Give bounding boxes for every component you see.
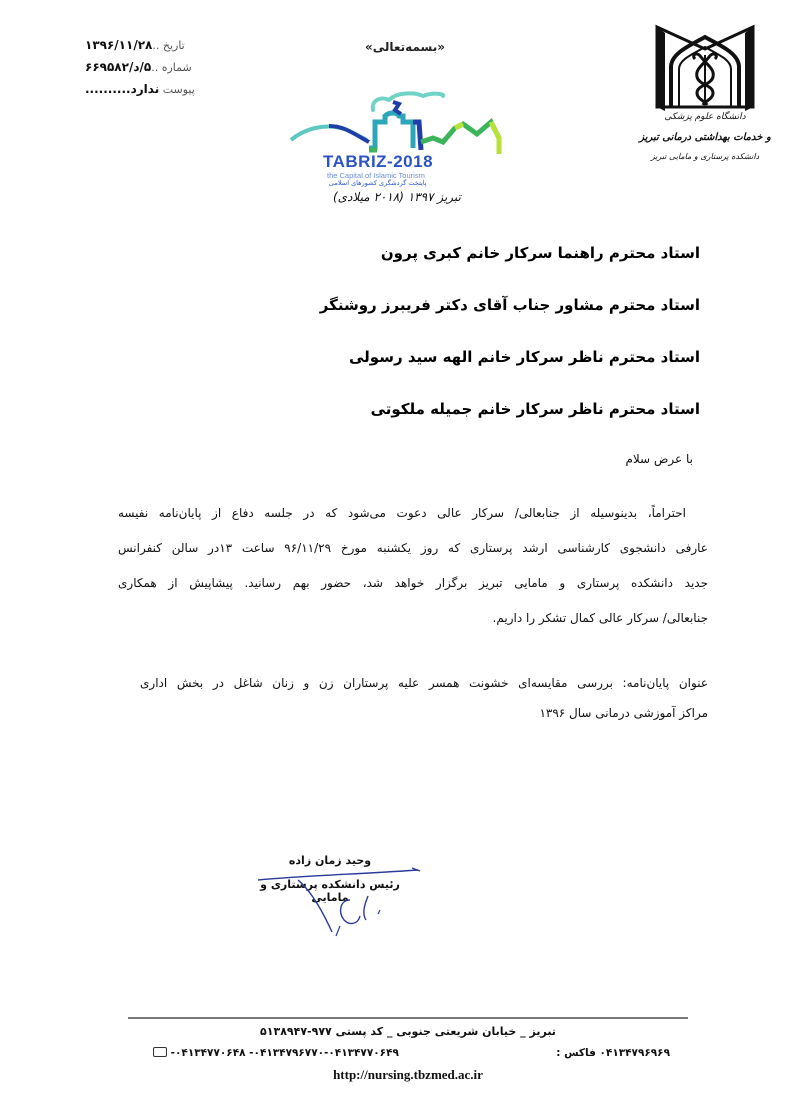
thesis-title <box>140 668 708 728</box>
footer-divider <box>128 1017 688 1019</box>
besmeh-heading: «بسمه‌تعالی» <box>365 40 445 54</box>
university-emblem-icon <box>635 15 775 115</box>
body-line: جنابعالی/ سرکار عالی کمال تشکر را داریم. <box>492 611 708 625</box>
signatory-role: رئیس دانشکده پرستاری و مامایی <box>260 878 400 904</box>
addressee-examiner-2: استاد محترم ناظر سرکار خانم جمیله ملکوتی <box>370 400 700 418</box>
addressee-list <box>180 238 700 446</box>
university-caption-line2: و خدمات بهداشتی درمانی تبریز <box>639 132 771 143</box>
university-logo <box>635 15 775 180</box>
tabriz-skyline-icon <box>285 88 505 158</box>
attachment-label: پیوست <box>162 83 195 96</box>
tabriz-logo-subtitle: the Capital of Islamic Tourism <box>327 171 425 180</box>
number-label: شماره .. <box>151 61 192 74</box>
phone-group <box>150 1042 399 1064</box>
university-caption-line1: دانشگاه علوم پزشکی <box>664 112 746 122</box>
tabriz-year-line: تبریز ۱۳۹۷ (۲۰۱۸ میلادی) <box>333 190 461 204</box>
date-label: تاریخ .. <box>152 39 185 52</box>
letter-meta <box>85 38 265 104</box>
greeting: با عرض سلام <box>625 452 693 466</box>
number-value: ۵/د/۶۶۹۵۸۲ <box>85 60 152 74</box>
telephone-icon <box>153 1047 167 1057</box>
signature-block <box>240 850 420 940</box>
fax-value: ۰۴۱۳۴۷۹۶۹۶۹ <box>599 1047 670 1059</box>
letterhead-footer <box>128 1022 688 1086</box>
university-caption-line3: دانشکده پرستاری و مامایی تبریز <box>650 152 760 161</box>
date-row <box>85 38 265 60</box>
date-value: ۱۳۹۶/۱۱/۲۸ <box>85 38 153 52</box>
attachment-value: ندارد.......... <box>85 82 160 96</box>
thesis-line: مراکز آموزشی درمانی سال ۱۳۹۶ <box>539 706 708 720</box>
phone-numbers: ۰۴۱۳۴۷۹۶۷۷۰-۰۴۱۳۴۷۷۰۶۴۹- ۰۴۱۳۴۷۷۰۶۴۸- <box>170 1047 399 1059</box>
addressee-examiner-1: استاد محترم ناظر سرکار خانم الهه سید رسولی <box>349 348 700 366</box>
tabriz-logo-subtitle-fa: پایتخت گردشگری کشورهای اسلامی <box>329 179 427 187</box>
signatory-name: وحید زمان زاده <box>288 854 372 867</box>
tabriz-logo-title: TABRIZ-2018 <box>323 152 434 171</box>
addressee-advisor: استاد محترم مشاور جناب آقای دکتر فریبرز روشنگر <box>319 296 700 314</box>
thesis-line: عنوان پایان‌نامه: بررسی مقایسه‌ای خشونت همسر علیه پرستاران زن و زنان شاغل در بخش اداری <box>140 676 708 690</box>
tabriz-2018-logo <box>285 88 505 218</box>
fax-label: فاکس : <box>556 1047 596 1059</box>
attachment-row <box>85 82 265 104</box>
handwritten-signature-icon <box>240 850 440 950</box>
body-line: احتراماً، بدینوسیله از جنابعالی/ سرکار عالی دعوت می‌شود که در جلسه دفاع از پایان‌نامه نفیسه <box>118 506 686 520</box>
footer-contact-row <box>128 1042 688 1064</box>
website-link[interactable]: http://nursing.tbzmed.ac.ir <box>333 1067 483 1082</box>
number-row <box>85 60 265 82</box>
body-line: جدید دانشکده پرستاری و مامایی تبریز برگزار خواهد شد، حضور بهم رسانید. پیشاپیش از همکاری <box>118 576 708 590</box>
addressee-supervisor: استاد محترم راهنما سرکار خانم کبری پرون <box>380 244 700 262</box>
invitation-body <box>118 496 708 636</box>
body-line: عارفی دانشجوی کارشناسی ارشد پرستاری که روز یکشنبه مورخ ۹۶/۱۱/۲۹ ساعت ۱۳در سالن کنفرانس <box>118 541 708 555</box>
footer-address: تبریز _ خیابان شریعتی جنوبی _ کد پستی ۹۷۷-۵۱۳۸۹۴۷ <box>260 1025 556 1038</box>
fax-group <box>556 1042 670 1064</box>
